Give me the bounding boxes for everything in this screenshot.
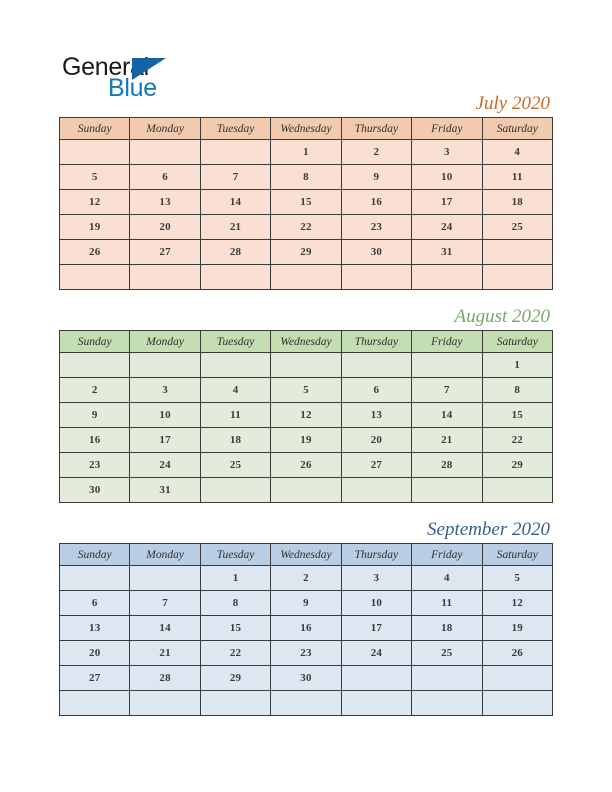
- day-cell[interactable]: [200, 478, 270, 503]
- day-cell[interactable]: 26: [271, 453, 341, 478]
- day-cell[interactable]: 16: [341, 190, 411, 215]
- weekday-header-monday: Monday: [130, 331, 200, 353]
- day-cell[interactable]: 4: [412, 566, 482, 591]
- week-row: [60, 616, 553, 641]
- day-cell[interactable]: 29: [200, 666, 270, 691]
- day-cell[interactable]: [482, 240, 552, 265]
- calendar-table-july: [59, 117, 553, 290]
- weekday-header-saturday: Saturday: [482, 544, 552, 566]
- day-cell[interactable]: 15: [271, 190, 341, 215]
- day-cell[interactable]: 13: [341, 403, 411, 428]
- day-cell[interactable]: 26: [60, 240, 130, 265]
- calendar-table-september: [59, 543, 553, 716]
- day-cell[interactable]: [341, 478, 411, 503]
- brand-name-blue: Blue: [108, 74, 157, 102]
- day-cell[interactable]: 7: [412, 378, 482, 403]
- day-cell[interactable]: 6: [60, 591, 130, 616]
- day-cell[interactable]: 9: [60, 403, 130, 428]
- weekday-header-wednesday: Wednesday: [271, 331, 341, 353]
- day-cell[interactable]: [130, 140, 200, 165]
- day-cell[interactable]: [271, 265, 341, 290]
- day-cell[interactable]: 17: [412, 190, 482, 215]
- day-cell[interactable]: [200, 691, 270, 716]
- week-row: [60, 403, 553, 428]
- day-cell[interactable]: [60, 140, 130, 165]
- day-cell[interactable]: 25: [482, 215, 552, 240]
- month-title-september: September 2020: [427, 519, 550, 540]
- weekday-header-saturday: Saturday: [482, 118, 552, 140]
- calendar-table-august: [59, 330, 553, 503]
- day-cell[interactable]: 2: [60, 378, 130, 403]
- weekday-header-monday: Monday: [130, 544, 200, 566]
- day-cell[interactable]: 22: [200, 641, 270, 666]
- day-cell[interactable]: 24: [412, 215, 482, 240]
- day-cell[interactable]: [200, 353, 270, 378]
- day-cell[interactable]: 22: [482, 428, 552, 453]
- day-cell[interactable]: 6: [341, 378, 411, 403]
- day-cell[interactable]: 4: [200, 378, 270, 403]
- day-cell[interactable]: 1: [200, 566, 270, 591]
- weekday-header-thursday: Thursday: [341, 331, 411, 353]
- day-cell[interactable]: 28: [130, 666, 200, 691]
- day-cell[interactable]: 23: [341, 215, 411, 240]
- day-cell[interactable]: 31: [412, 240, 482, 265]
- day-cell[interactable]: 17: [341, 616, 411, 641]
- day-cell[interactable]: 2: [341, 140, 411, 165]
- weekday-header-row: [60, 331, 553, 353]
- day-cell[interactable]: 20: [341, 428, 411, 453]
- day-cell[interactable]: [482, 666, 552, 691]
- day-cell[interactable]: 25: [412, 641, 482, 666]
- week-row: [60, 190, 553, 215]
- day-cell[interactable]: 1: [271, 140, 341, 165]
- day-cell[interactable]: 13: [130, 190, 200, 215]
- day-cell[interactable]: 20: [130, 215, 200, 240]
- day-cell[interactable]: [60, 265, 130, 290]
- week-row: [60, 265, 553, 290]
- day-cell[interactable]: 12: [60, 190, 130, 215]
- day-cell[interactable]: 17: [130, 428, 200, 453]
- day-cell[interactable]: 10: [341, 591, 411, 616]
- day-cell[interactable]: [271, 478, 341, 503]
- day-cell[interactable]: 30: [341, 240, 411, 265]
- week-row: [60, 215, 553, 240]
- day-cell[interactable]: [341, 691, 411, 716]
- week-row: [60, 591, 553, 616]
- day-cell[interactable]: 14: [200, 190, 270, 215]
- week-row: [60, 453, 553, 478]
- day-cell[interactable]: 8: [271, 165, 341, 190]
- day-cell[interactable]: 30: [271, 666, 341, 691]
- week-row: [60, 240, 553, 265]
- weekday-header-friday: Friday: [412, 544, 482, 566]
- day-cell[interactable]: 27: [60, 666, 130, 691]
- day-cell[interactable]: 9: [271, 591, 341, 616]
- day-cell[interactable]: 3: [130, 378, 200, 403]
- week-row: [60, 478, 553, 503]
- weekday-header-friday: Friday: [412, 331, 482, 353]
- day-cell[interactable]: 7: [200, 165, 270, 190]
- day-cell[interactable]: 18: [482, 190, 552, 215]
- day-cell[interactable]: 30: [60, 478, 130, 503]
- day-cell[interactable]: [271, 691, 341, 716]
- day-cell[interactable]: 3: [341, 566, 411, 591]
- week-row: [60, 641, 553, 666]
- weekday-header-wednesday: Wednesday: [271, 118, 341, 140]
- weekday-header-row: [60, 544, 553, 566]
- day-cell[interactable]: 22: [271, 215, 341, 240]
- weekday-header-tuesday: Tuesday: [200, 544, 270, 566]
- day-cell[interactable]: 3: [412, 140, 482, 165]
- weekday-header-thursday: Thursday: [341, 544, 411, 566]
- day-cell[interactable]: 8: [200, 591, 270, 616]
- week-row: [60, 165, 553, 190]
- day-cell[interactable]: 28: [200, 240, 270, 265]
- weekday-header-saturday: Saturday: [482, 331, 552, 353]
- day-cell[interactable]: 20: [60, 641, 130, 666]
- day-cell[interactable]: 5: [482, 566, 552, 591]
- day-cell[interactable]: 11: [200, 403, 270, 428]
- day-cell[interactable]: 29: [482, 453, 552, 478]
- day-cell[interactable]: 16: [60, 428, 130, 453]
- day-cell[interactable]: 14: [412, 403, 482, 428]
- day-cell[interactable]: [482, 691, 552, 716]
- month-title-july: July 2020: [475, 93, 550, 114]
- day-cell[interactable]: [341, 666, 411, 691]
- day-cell[interactable]: 9: [341, 165, 411, 190]
- week-row: [60, 428, 553, 453]
- day-cell[interactable]: 19: [60, 215, 130, 240]
- weekday-header-sunday: Sunday: [60, 544, 130, 566]
- day-cell[interactable]: 4: [482, 140, 552, 165]
- month-title-august: August 2020: [454, 306, 550, 327]
- day-cell[interactable]: 18: [412, 616, 482, 641]
- day-cell[interactable]: 21: [130, 641, 200, 666]
- day-cell[interactable]: [200, 140, 270, 165]
- day-cell[interactable]: 27: [341, 453, 411, 478]
- day-cell[interactable]: 21: [412, 428, 482, 453]
- day-cell[interactable]: 16: [271, 616, 341, 641]
- day-cell[interactable]: [412, 478, 482, 503]
- day-cell[interactable]: 23: [271, 641, 341, 666]
- day-cell[interactable]: [130, 566, 200, 591]
- weekday-header-wednesday: Wednesday: [271, 544, 341, 566]
- day-cell[interactable]: 18: [200, 428, 270, 453]
- day-cell[interactable]: [412, 666, 482, 691]
- day-cell[interactable]: 29: [271, 240, 341, 265]
- day-cell[interactable]: 11: [482, 165, 552, 190]
- week-row: [60, 566, 553, 591]
- week-row: [60, 378, 553, 403]
- day-cell[interactable]: [482, 265, 552, 290]
- day-cell[interactable]: 24: [130, 453, 200, 478]
- week-row: [60, 666, 553, 691]
- day-cell[interactable]: 14: [130, 616, 200, 641]
- weekday-header-row: [60, 118, 553, 140]
- month-block-september: [59, 518, 553, 716]
- day-cell[interactable]: 10: [412, 165, 482, 190]
- weekday-header-sunday: Sunday: [60, 331, 130, 353]
- day-cell[interactable]: 5: [271, 378, 341, 403]
- day-cell[interactable]: 2: [271, 566, 341, 591]
- day-cell[interactable]: 27: [130, 240, 200, 265]
- weekday-header-tuesday: Tuesday: [200, 118, 270, 140]
- week-row: [60, 691, 553, 716]
- day-cell[interactable]: 23: [60, 453, 130, 478]
- day-cell[interactable]: 19: [271, 428, 341, 453]
- day-cell[interactable]: 31: [130, 478, 200, 503]
- day-cell[interactable]: 8: [482, 378, 552, 403]
- day-cell[interactable]: 13: [60, 616, 130, 641]
- month-block-august: [59, 305, 553, 503]
- day-cell[interactable]: [200, 265, 270, 290]
- day-cell[interactable]: [412, 265, 482, 290]
- day-cell[interactable]: 12: [482, 591, 552, 616]
- day-cell[interactable]: [130, 265, 200, 290]
- day-cell[interactable]: [130, 691, 200, 716]
- weekday-header-thursday: Thursday: [341, 118, 411, 140]
- day-cell[interactable]: 26: [482, 641, 552, 666]
- day-cell[interactable]: 21: [200, 215, 270, 240]
- day-cell[interactable]: 12: [271, 403, 341, 428]
- day-cell[interactable]: [412, 353, 482, 378]
- day-cell[interactable]: 15: [482, 403, 552, 428]
- day-cell[interactable]: [412, 691, 482, 716]
- day-cell[interactable]: 6: [130, 165, 200, 190]
- day-cell[interactable]: 28: [412, 453, 482, 478]
- day-cell[interactable]: [60, 353, 130, 378]
- day-cell[interactable]: 25: [200, 453, 270, 478]
- day-cell[interactable]: 24: [341, 641, 411, 666]
- brand-name-general: General: [62, 53, 149, 81]
- day-cell[interactable]: 10: [130, 403, 200, 428]
- week-row: [60, 140, 553, 165]
- day-cell[interactable]: [482, 478, 552, 503]
- day-cell[interactable]: [341, 265, 411, 290]
- day-cell[interactable]: [341, 353, 411, 378]
- day-cell[interactable]: 7: [130, 591, 200, 616]
- day-cell[interactable]: 15: [200, 616, 270, 641]
- weekday-header-monday: Monday: [130, 118, 200, 140]
- day-cell[interactable]: 11: [412, 591, 482, 616]
- weekday-header-sunday: Sunday: [60, 118, 130, 140]
- weekday-header-tuesday: Tuesday: [200, 331, 270, 353]
- day-cell[interactable]: 19: [482, 616, 552, 641]
- day-cell[interactable]: [271, 353, 341, 378]
- day-cell[interactable]: 5: [60, 165, 130, 190]
- weekday-header-friday: Friday: [412, 118, 482, 140]
- day-cell[interactable]: [60, 566, 130, 591]
- day-cell[interactable]: [60, 691, 130, 716]
- month-block-july: [59, 92, 553, 290]
- week-row: [60, 353, 553, 378]
- day-cell[interactable]: [130, 353, 200, 378]
- day-cell[interactable]: 1: [482, 353, 552, 378]
